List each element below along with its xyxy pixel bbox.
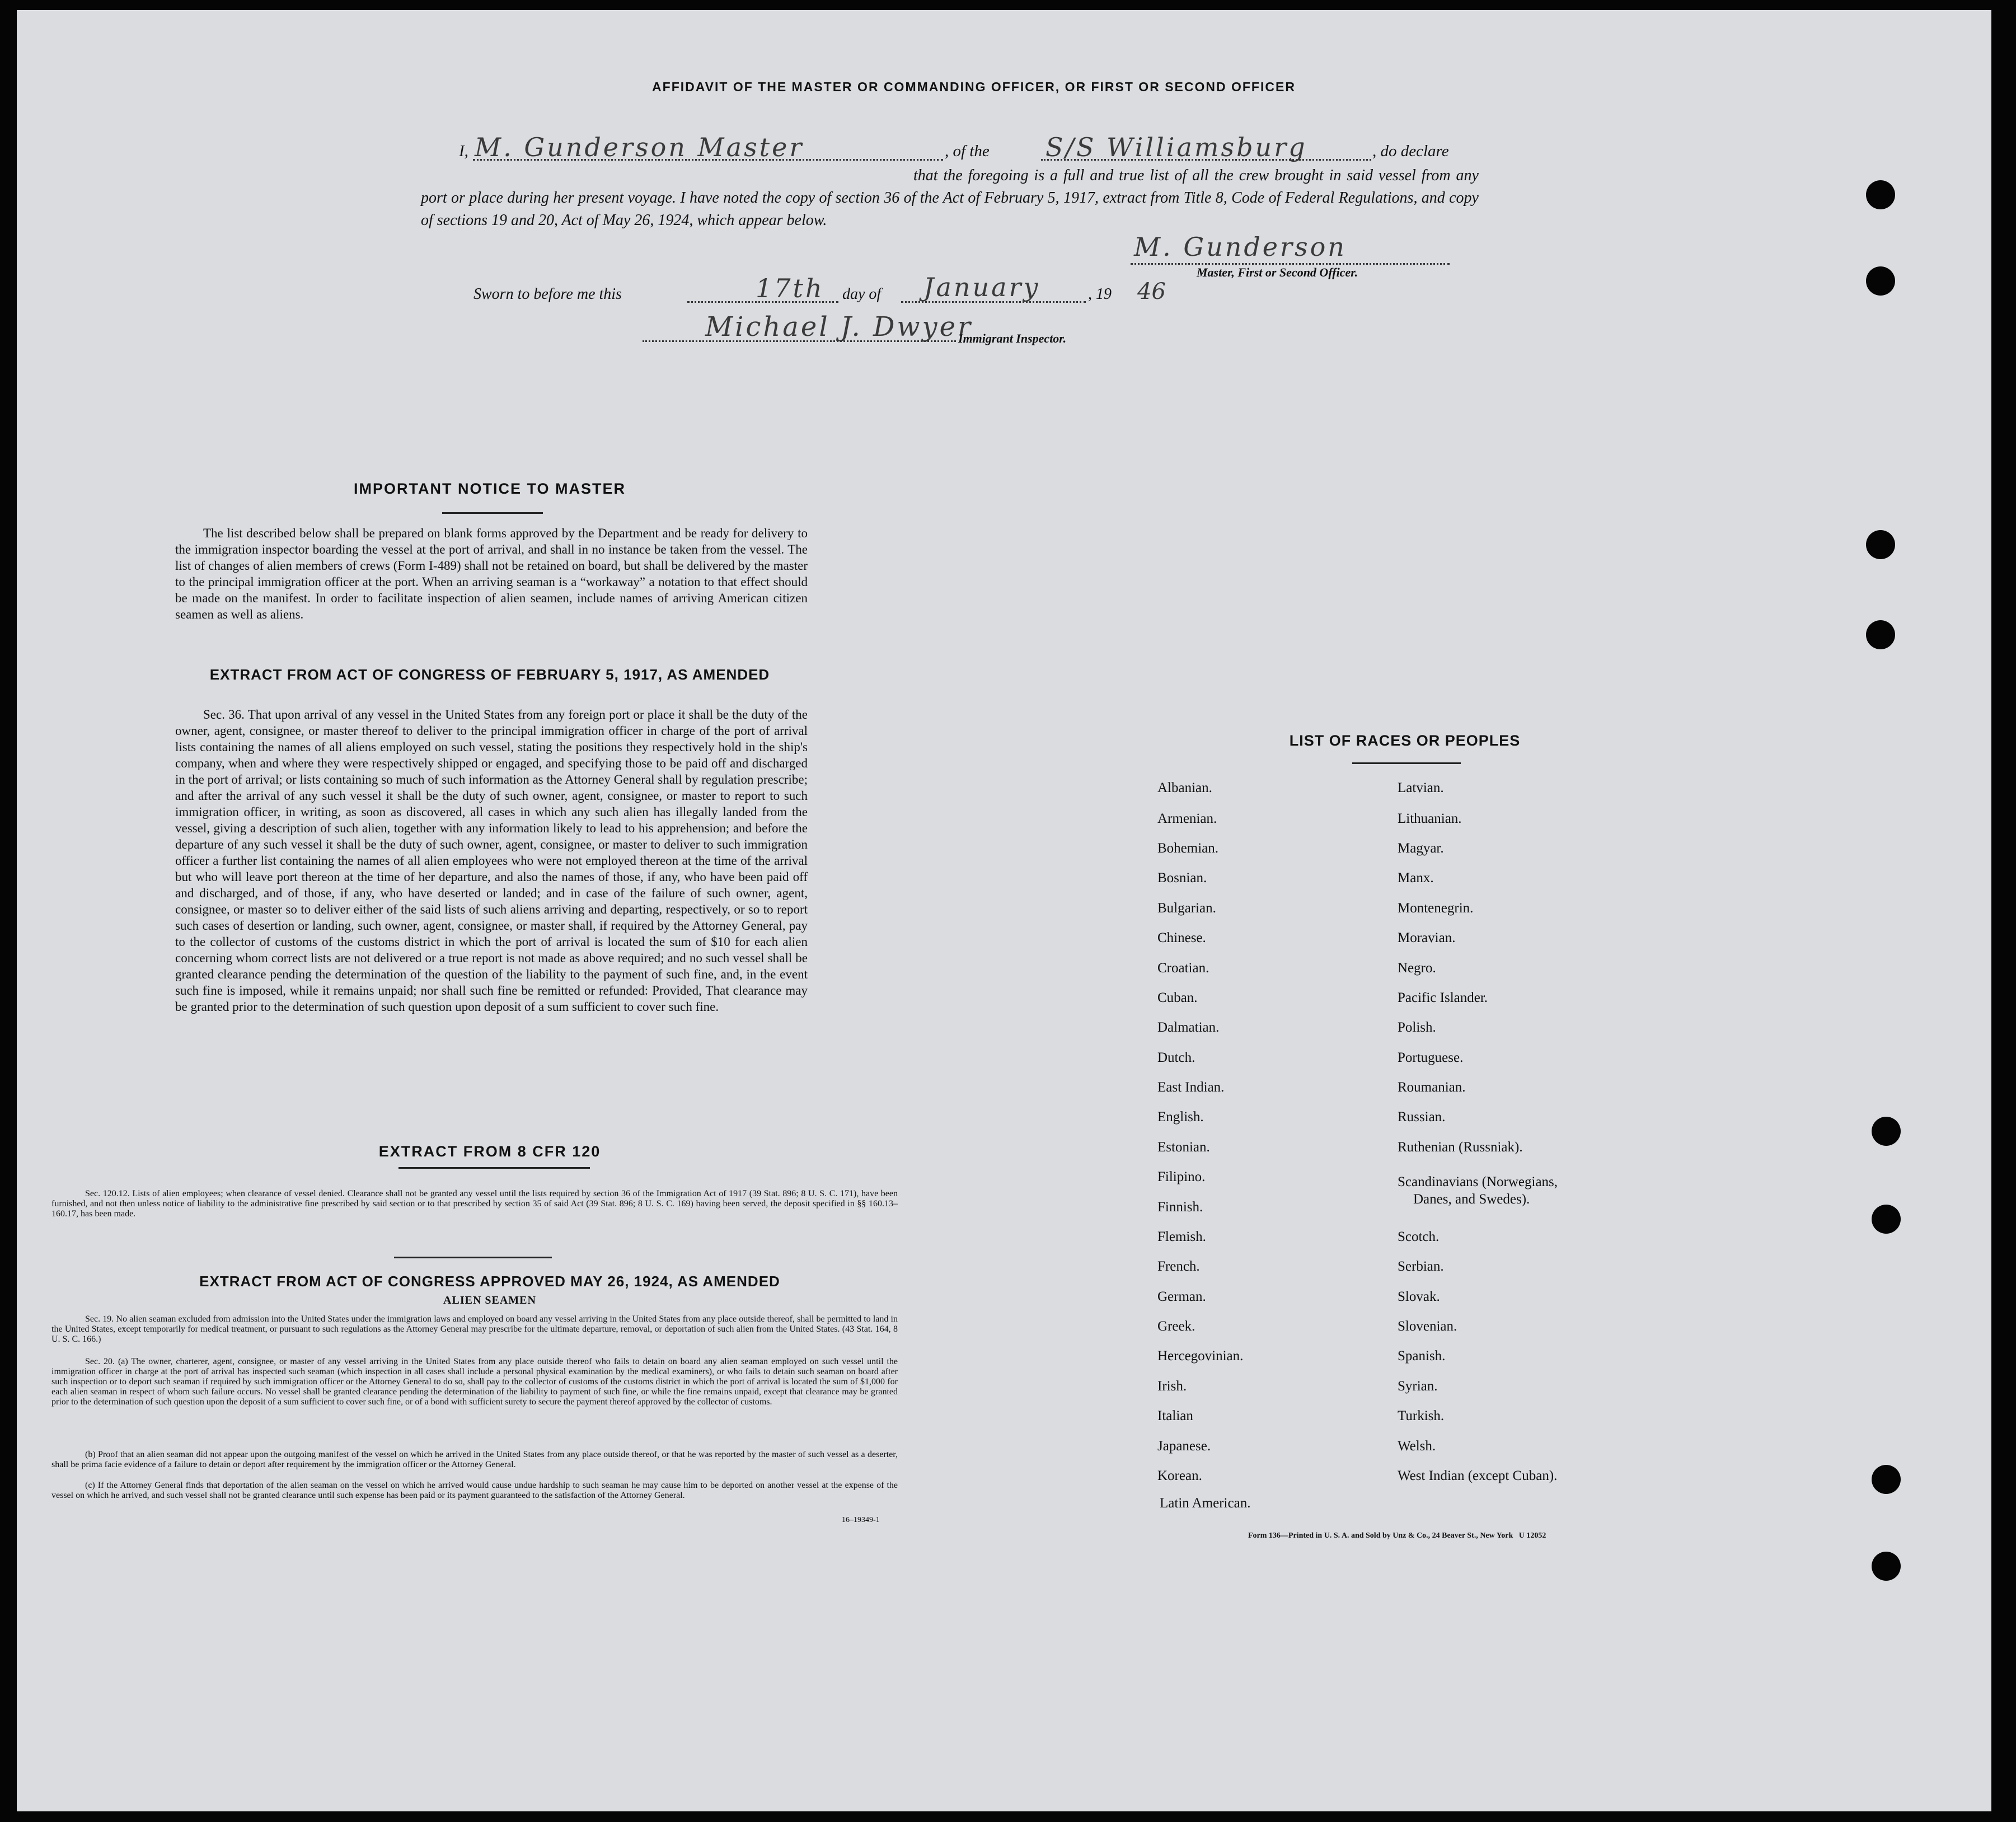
race-item: Spanish. xyxy=(1398,1348,1446,1364)
cfr-bottom-rule xyxy=(394,1257,552,1258)
race-item: Japanese. xyxy=(1157,1439,1211,1454)
race-item: Ruthenian (Russniak). xyxy=(1398,1140,1523,1155)
race-item: Portuguese. xyxy=(1398,1050,1464,1065)
vessel-name: S/S Williamsburg xyxy=(1045,132,1307,162)
race-item: Bohemian. xyxy=(1157,841,1219,856)
race-item: Irish. xyxy=(1157,1379,1187,1394)
punch-hole xyxy=(1872,1465,1901,1494)
race-item: Slovenian. xyxy=(1398,1319,1457,1334)
inspector-label: Immigrant Inspector. xyxy=(958,331,1067,345)
signature-label: Master, First or Second Officer. xyxy=(1197,265,1358,279)
punch-hole xyxy=(1872,1552,1901,1581)
race-item: Dutch. xyxy=(1157,1050,1195,1065)
sec-20a-text: Sec. 20. (a) The owner, charterer, agent, consignee, or master of any vessel arriving in the United States from any place outside thereof who fails to detain on board any alien seaman employed on such vessel until the immigration officer in charge at the port of arrival has inspected such seaman (which inspection in all cases shall include a personal physical examination by the medical examiners), or who fails to detain such seaman on board after such inspection or to deport such seaman if required by such immigration officer or the Attorney General to do so, shall pay to the collector of customs of the customs district in which the port of arrival is located the sum of $1,000 for each alien seaman in respect of whom such failure occurs. No vessel shall be granted clearance pending the determination of the liability to payment of such fine, or while the fine remains unpaid, except that clearance may be granted prior to the determination of such question upon the deposit of a sum sufficient to cover such fine, or of a bond with sufficient surety to secure the payment thereof approved by the collector of customs. xyxy=(51,1357,898,1407)
alien-seamen-subheading: ALIEN SEAMEN xyxy=(443,1294,536,1306)
race-item: Chinese. xyxy=(1157,930,1206,945)
signature-line xyxy=(1131,263,1450,265)
extract-cfr-heading: EXTRACT FROM 8 CFR 120 xyxy=(378,1143,601,1160)
races-heading: LIST OF RACES OR PEOPLES xyxy=(1289,732,1521,749)
punch-hole xyxy=(1872,1117,1901,1146)
race-item: Pacific Islander. xyxy=(1398,990,1488,1005)
sworn-day: 17th xyxy=(756,273,824,303)
race-item: Turkish. xyxy=(1398,1408,1445,1423)
do-declare-text: , do declare xyxy=(1372,142,1449,160)
cfr-rule xyxy=(398,1167,590,1169)
race-item: Serbian. xyxy=(1398,1259,1444,1274)
races-rule xyxy=(1352,762,1461,764)
race-item: Latin American. xyxy=(1160,1496,1251,1511)
race-item: Hercegovinian. xyxy=(1157,1348,1244,1364)
sec-20b-text: (b) Proof that an alien seaman did not appear upon the outgoing manifest of the vessel on which he arrived in the United States from any place outside thereof, or that he was reported by the master of such vessel as a deserter, shall be prima facie evidence of a failure to detain or deport after requirement by the immigration officer or the Attorney General. xyxy=(51,1450,898,1469)
race-item: Scotch. xyxy=(1398,1229,1440,1244)
notice-text: The list described below shall be prepared on blank forms approved by the Department and be ready for delivery to the immigration inspector boarding the vessel at the port of arrival, and shall in no instance be taken from the vessel. The list of changes of alien members of crews (Form I-489) shall not be retained on board, but shall be delivered by the master to the principal immigration officer at the port. When an arriving seaman is a “workaway” a notation to that effect should be made on the manifest. In order to facilitate inspection of alien seamen, include names of arriving American citizen seamen as well as aliens. xyxy=(175,526,808,621)
race-item: English. xyxy=(1157,1109,1204,1125)
day-of-text: day of xyxy=(842,285,882,303)
race-item: Filipino. xyxy=(1157,1169,1206,1184)
master-signature: M. Gunderson xyxy=(1134,232,1347,262)
declarant-name: M. Gunderson Master xyxy=(475,132,804,162)
race-item: Cuban. xyxy=(1157,990,1198,1005)
sec-19-text: Sec. 19. No alien seaman excluded from admission into the United States under the immigration laws and employed on board any vessel arriving in the United States from any place outside thereof, shall be permitted to land in the United States, except temporarily for medical treatment, or pursuant to such regulations as the Attorney General may prescribe for the ultimate departure, removal, or deportation of such alien from the United States. (43 Stat. 164, 8 U. S. C. 166.) xyxy=(51,1314,898,1344)
print-code: 16–19349-1 xyxy=(842,1516,880,1524)
declarant-line xyxy=(473,159,943,161)
race-item: Moravian. xyxy=(1398,930,1456,945)
race-item: Latvian. xyxy=(1398,780,1444,795)
race-item: West Indian (except Cuban). xyxy=(1398,1468,1558,1483)
extract-cfr-text: Sec. 120.12. Lists of alien employees; when clearance of vessel denied. Clearance shall not be granted any vessel until the lists required by section 36 of the Immigration Act of 1917 (39 Stat. 896; 8 U. S. C. 171), have been furnished, and not then unless notice of liability to the administrative fine prescribed by said section or to that prescribed by section 35 of said Act (39 Stat. 896; 8 U. S. C. 169) having been served, the deposit specified in §§ 160.13–160.17, has been made. xyxy=(51,1189,898,1219)
sworn-prefix: Sworn to before me this xyxy=(473,285,622,303)
race-item: Montenegrin. xyxy=(1398,901,1474,916)
sworn-day-line xyxy=(687,301,838,303)
punch-hole xyxy=(1866,620,1895,649)
race-item: Dalmatian. xyxy=(1157,1020,1220,1035)
race-item: Albanian. xyxy=(1157,780,1212,795)
race-item: Lithuanian. xyxy=(1398,811,1462,826)
punch-hole xyxy=(1866,530,1895,559)
year-prefix: , 19 xyxy=(1088,285,1112,303)
punch-hole xyxy=(1866,266,1895,296)
race-item: Scandinavians (Norwegians, xyxy=(1398,1174,1558,1189)
race-item: Armenian. xyxy=(1157,811,1217,826)
race-item: French. xyxy=(1157,1259,1200,1274)
race-item: East Indian. xyxy=(1157,1080,1225,1095)
race-item: Estonian. xyxy=(1157,1140,1210,1155)
race-item: Croatian. xyxy=(1157,961,1209,976)
sworn-month: January xyxy=(923,272,1040,302)
affidavit-body: that the foregoing is a full and true list of all the crew brought in said vessel from any port or place during her present voyage. I have noted the copy of section 36 of the Act of February 5, 1917, extract from Title 8, Code of Federal Regulations, and copy of sections 19 and 20, Act of May 26, 1924, which appear below. xyxy=(421,167,1479,229)
race-item: Russian. xyxy=(1398,1109,1446,1125)
race-item: Korean. xyxy=(1157,1468,1202,1483)
race-item-cont: Danes, and Swedes). xyxy=(1413,1192,1530,1207)
race-item: Syrian. xyxy=(1398,1379,1438,1394)
race-item: Negro. xyxy=(1398,961,1436,976)
race-item: German. xyxy=(1157,1289,1206,1304)
sworn-year: 46 xyxy=(1137,279,1166,305)
extract-1917-text: Sec. 36. That upon arrival of any vessel in the United States from any foreign port or place it shall be the duty of the owner, agent, consignee, or master thereof to deliver to the principal immigration officer in charge of the port of arrival lists containing the names of all aliens employed on such vessel, stating the positions they respectively hold in the ship's company, when and where they were respectively shipped or engaged, and specifying those to be paid off and discharged in the port of arrival; or lists containing so much of such information as the Attorney General shall by regulation prescribe; and after the arrival of any such vessel it shall be the duty of such owner, agent, consignee, or master to report to such immigration officer, in writing, as soon as discovered, all cases in which any such alien has illegally landed from the vessel, giving a description of such alien, together with any information likely to lead to his apprehension; and before the departure of any such vessel it shall be the duty of such owner, agent, consignee, or master to deliver to such immigration officer a further list containing the names of all alien employees who were not employed thereon at the time of the arrival but who will leave port thereon at the time of her departure, and also the names of those, if any, who have been paid off and discharged, and of those, if any, who have deserted or landed; and in case of the failure of such owner, agent, consignee, or master so to deliver either of the said lists of such aliens arriving and departing, respectively, or so to report such cases of desertion or landing, such owner, agent, consignee, or master shall, if required by the Attorney General, pay to the collector of customs of the customs district in which the port of arrival is located the sum of $10 for each alien concerning whom correct lists are not delivered or a true report is not made as above required; and no such vessel shall be granted clearance pending the determination of the question of the liability to the payment of such fine, and, in the event such fine is imposed, while it remains unpaid; nor shall such fine be remitted or refunded: Provided, That clearance may be granted prior to the determination of such question upon deposit of a sum sufficient to cover such fine. xyxy=(175,708,808,1014)
race-item: Welsh. xyxy=(1398,1439,1436,1454)
punch-hole xyxy=(1872,1205,1901,1234)
race-item: Italian xyxy=(1157,1408,1193,1423)
race-item: Greek. xyxy=(1157,1319,1195,1334)
inspector-signature: Michael J. Dwyer xyxy=(705,311,973,343)
notice-rule xyxy=(442,512,543,514)
race-item: Magyar. xyxy=(1398,841,1444,856)
extract-1924-heading: EXTRACT FROM ACT OF CONGRESS APPROVED MAY 26, 1924, AS AMENDED xyxy=(199,1273,780,1290)
race-item: Finnish. xyxy=(1157,1200,1203,1215)
race-item: Polish. xyxy=(1398,1020,1436,1035)
race-item: Slovak. xyxy=(1398,1289,1440,1304)
race-item: Bosnian. xyxy=(1157,870,1207,886)
notice-heading: IMPORTANT NOTICE TO MASTER xyxy=(354,480,626,497)
vessel-line xyxy=(1041,159,1371,161)
extract-1917-heading: EXTRACT FROM ACT OF CONGRESS OF FEBRUARY 5, 1917, AS AMENDED xyxy=(209,666,770,683)
race-item: Roumanian. xyxy=(1398,1080,1466,1095)
inspector-line xyxy=(643,340,956,342)
sworn-month-line xyxy=(901,301,1086,303)
affidavit-title: AFFIDAVIT OF THE MASTER OR COMMANDING OFFICER, OR FIRST OR SECOND OFFICER xyxy=(652,79,1296,94)
form-info: Form 136—Printed in U. S. A. and Sold by Unz & Co., 24 Beaver St., New York U 12052 xyxy=(1248,1531,1546,1540)
sec-20c-text: (c) If the Attorney General finds that deportation of the alien seaman on the vessel on which he arrived would cause undue hardship to such seaman he may cause him to be deported on another vessel at the expense of the vessel on which he arrived, and such vessel shall not be granted clearance until such expense has been paid or its payment guaranteed to the satisfaction of the Attorney General. xyxy=(51,1481,898,1500)
of-the-text: , of the xyxy=(945,142,990,160)
race-item: Manx. xyxy=(1398,870,1434,886)
punch-hole xyxy=(1866,180,1895,209)
declaration-i: I, xyxy=(459,142,468,160)
race-item: Bulgarian. xyxy=(1157,901,1216,916)
race-item: Flemish. xyxy=(1157,1229,1206,1244)
